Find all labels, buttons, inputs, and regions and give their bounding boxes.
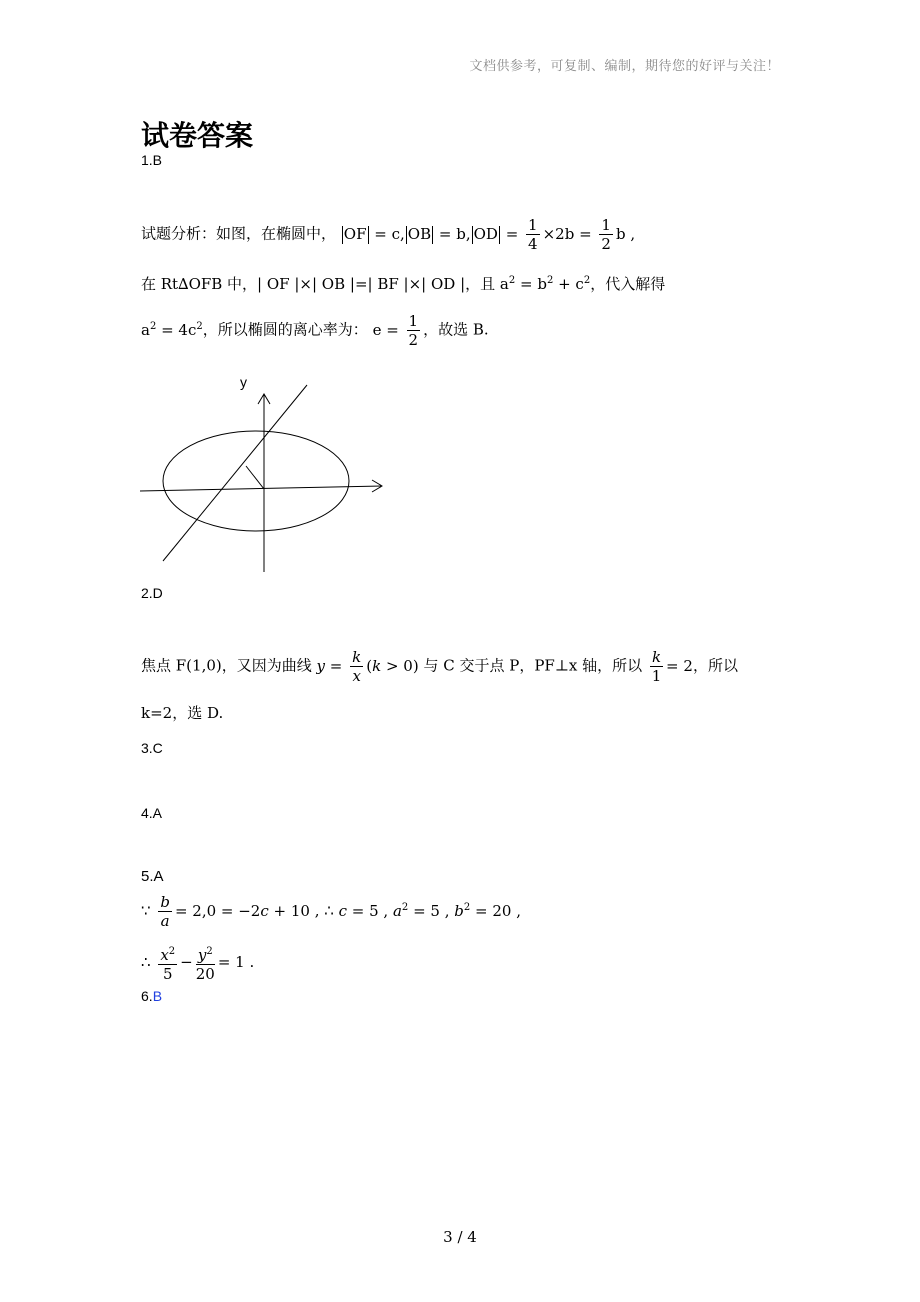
ellipse-diagram	[140, 372, 390, 577]
answer-3-label: 3.C	[141, 740, 163, 756]
answer-6-label: 6.B	[141, 988, 163, 1004]
formula-b-over-a: $\frac{b}{a}$ = 2,0 = −2c + 10	[160, 893, 310, 930]
line-bf	[163, 385, 307, 561]
answer-5-line-2	[141, 943, 254, 983]
answer-4-label: 4.A	[141, 805, 163, 821]
answer-5-line-1: ∵ $\frac{b}{a}$ = 2,0 = −2c + 10 , ∴ c = 5 , $a^2 = 5$ , $b^2 = 20$ ,	[141, 893, 521, 930]
watermark-text: 文档供参考，可复制、编制，期待您的好评与关注！	[469, 59, 780, 74]
segment-od	[246, 466, 264, 489]
x-axis	[140, 486, 382, 491]
answer-1-line-3-post: ，所以椭圆的离心率为：	[202, 320, 368, 339]
answer-2-line-1-end: ，所以	[692, 656, 738, 675]
formula-k-over-1: $\frac{k}{1}$ = 2	[651, 648, 693, 685]
formula-eccentricity: e = $\frac{1}{2}$	[372, 312, 419, 349]
formula-hyperbola: $\frac{x^2}{5}$ − $\frac{y^2}{20}$ = 1 .	[155, 953, 254, 971]
answer-1-line-3-end: ，故选 B.	[423, 320, 489, 339]
ellipse-curve	[163, 431, 349, 531]
answer-1-line-2	[141, 273, 665, 294]
answer-1-line-1	[141, 216, 635, 253]
formula-a2-b2-c2: $a^2 = b^2 + c^2$	[499, 275, 591, 293]
page-title: 试卷答案	[141, 119, 254, 152]
answer-1-line-2-post: ，代入解得	[590, 275, 666, 293]
therefore-symbol: ∴	[141, 953, 151, 971]
page-number: 3 / 4	[443, 1228, 477, 1246]
answer-1-intro: 试题分析：如图，在椭圆中，	[141, 224, 337, 243]
answer-2-label: 2.D	[141, 585, 163, 601]
answer-2-line-1-mid: 与 C 交于点 P，PF⊥x 轴，所以	[423, 656, 643, 675]
formula-y-k-over-x: y = $\frac{k}{x}$ (k > 0)	[316, 648, 419, 685]
therefore-symbol: ∴	[324, 901, 334, 920]
formula-c-a2-b2: c = 5 , $a^2 = 5$ , $b^2 = 20$ ,	[338, 901, 521, 920]
because-symbol: ∵	[141, 901, 151, 920]
answer-1-line-3	[141, 312, 489, 349]
answer-2-line-1	[141, 648, 738, 685]
y-axis-label: y	[240, 374, 247, 390]
answer-5-label: 5.A	[141, 868, 164, 885]
answer-1-label: 1.B	[141, 152, 163, 168]
answer-2-line-1-pre: 焦点 F(1,0)，又因为曲线	[141, 656, 312, 675]
formula-of-ob-od: OF = c, OB = b, OD = $\frac{1}{4}$ ×2b = $\frac{1}{2}$ b ,	[343, 216, 636, 253]
formula-a2-4c2: $a^2 = 4c^2$	[141, 320, 203, 339]
answer-1-line-2-pre: 在 Rt∆OFB 中，| OF |×| OB |=| BF |×| OD |，且	[141, 275, 500, 293]
answer-2-line-2: k=2，选 D.	[141, 704, 224, 722]
